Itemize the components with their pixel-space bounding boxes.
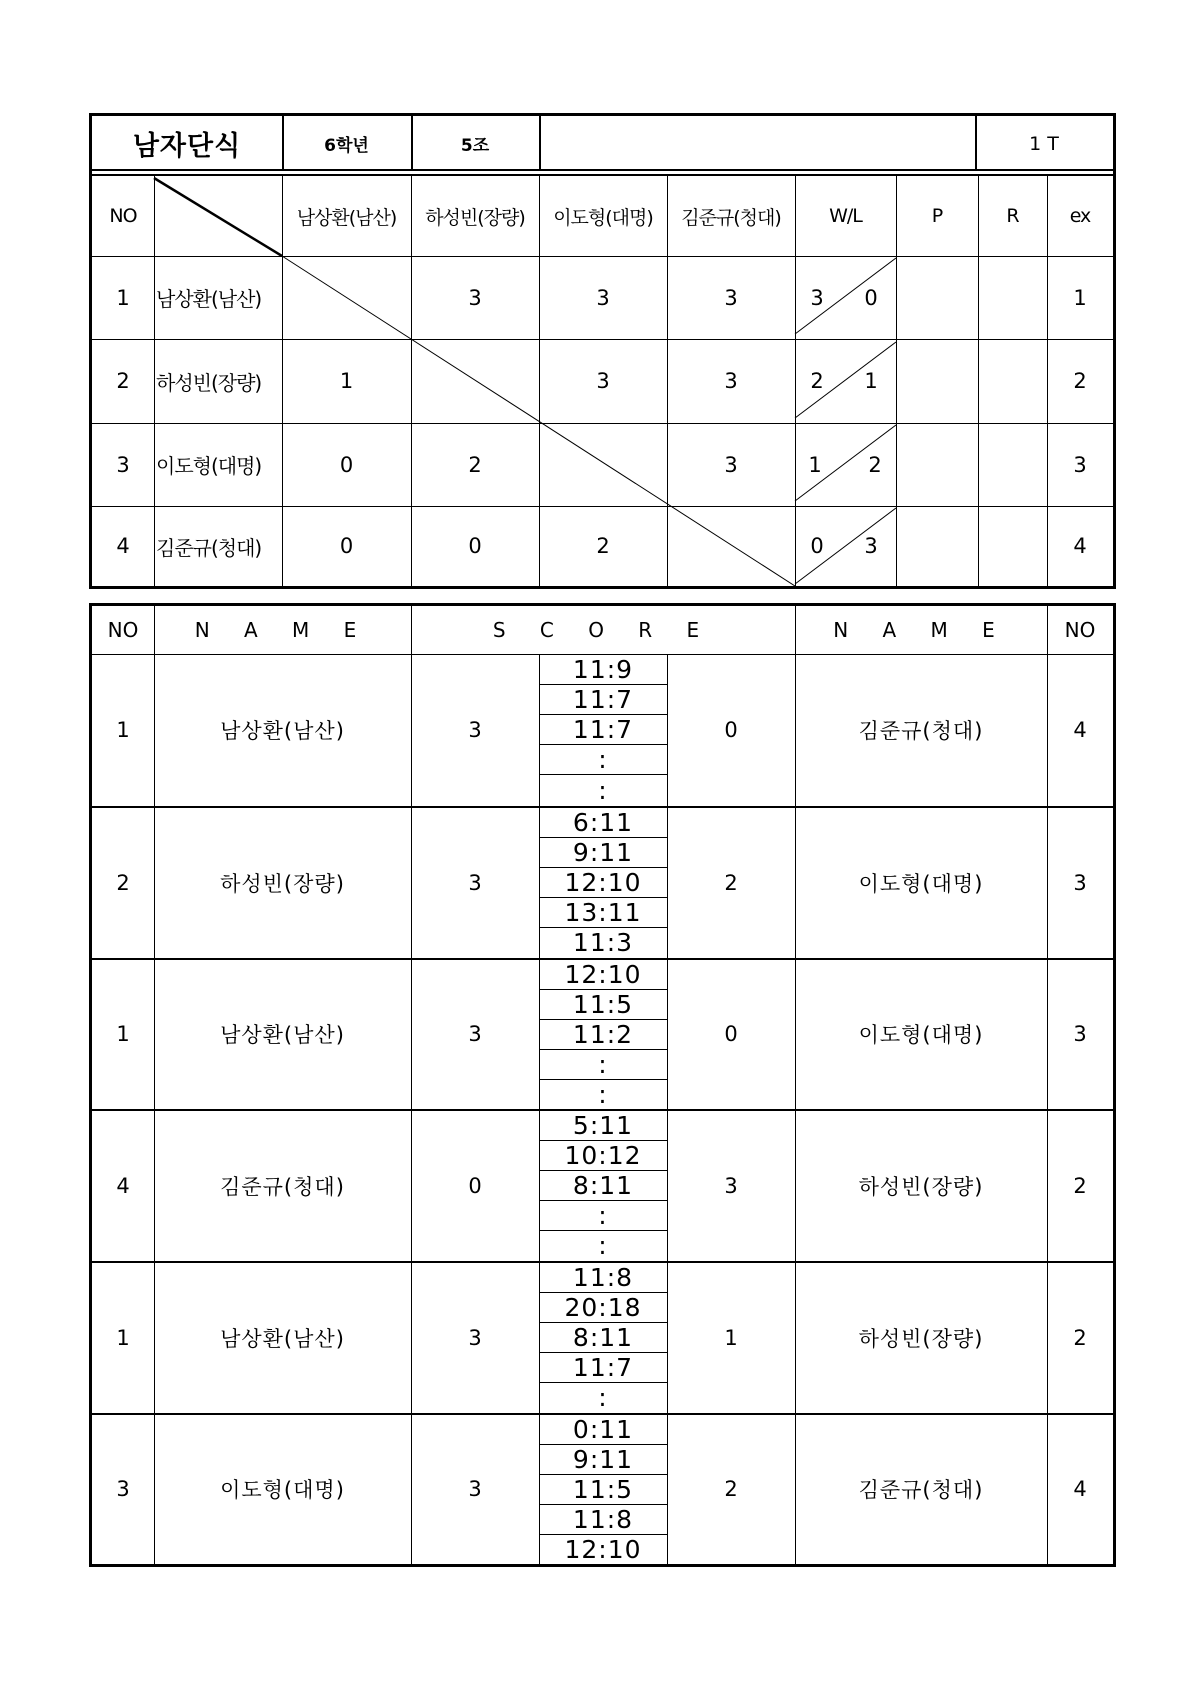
ex-cell: 2	[1073, 369, 1087, 393]
loss-count: 1	[864, 369, 878, 393]
match-name-left: 하성빈(장량)	[220, 871, 345, 896]
match-no-right: 2	[1073, 1325, 1087, 1350]
game-score: :	[598, 775, 608, 805]
divider	[539, 1079, 667, 1080]
divider	[539, 867, 667, 868]
ex-cell: 3	[1073, 452, 1087, 477]
game-score: 11:8	[572, 1262, 634, 1292]
score-cell: 1	[339, 369, 354, 393]
match-name-right: 김준규(청대)	[858, 1478, 984, 1502]
score-cell: 0	[468, 534, 482, 558]
header-no-left: NO	[107, 618, 139, 642]
divider	[539, 774, 667, 775]
game-score: 11:5	[572, 1474, 634, 1504]
row-player-name: 김준규(청대)	[156, 535, 262, 560]
divider	[539, 989, 667, 990]
divider	[539, 1019, 667, 1020]
match-no-left: 2	[116, 870, 130, 895]
game-score: :	[598, 1079, 608, 1109]
win-count: 0	[810, 534, 824, 558]
row-player-name: 하성빈(장량)	[156, 370, 262, 395]
header-no-right: NO	[1064, 618, 1096, 642]
score-cell: 3	[724, 369, 738, 393]
game-score: :	[598, 1200, 608, 1230]
match-no-left: 3	[116, 1477, 130, 1501]
rank-cell	[978, 256, 1047, 339]
divider	[539, 1444, 667, 1445]
divider	[539, 1140, 667, 1141]
match-no-right: 2	[1073, 1173, 1087, 1198]
points-cell	[896, 506, 978, 586]
divider	[539, 1352, 667, 1353]
col-header-player-2: 하성빈(장량)	[425, 206, 525, 229]
win-count: 1	[808, 452, 822, 477]
match-sets-left: 3	[468, 718, 482, 742]
col-header-r: R	[1006, 205, 1019, 227]
match-name-right: 하성빈(장량)	[858, 1174, 984, 1199]
score-cell: 0	[339, 452, 354, 477]
score-cell: 2	[468, 452, 482, 477]
divider	[539, 927, 667, 928]
row-no: 3	[116, 452, 130, 477]
col-header-no: NO	[109, 205, 137, 227]
score-cell: 3	[724, 285, 738, 310]
match-name-right: 이도형(대명)	[858, 1023, 984, 1047]
match-sets-right: 0	[724, 1022, 738, 1046]
header-name-right: N A M E	[833, 618, 1009, 642]
divider	[539, 1049, 667, 1050]
col-header-p: P	[931, 205, 943, 227]
col-header-player-3: 이도형(대명)	[553, 206, 653, 229]
divider	[539, 1322, 667, 1323]
divider	[539, 1292, 667, 1293]
score-cell: 3	[596, 285, 610, 310]
header-name-left: N A M E	[194, 618, 371, 642]
match-sets-left: 3	[468, 1022, 482, 1046]
loss-count: 0	[864, 285, 878, 310]
game-score: 11:3	[572, 928, 634, 957]
match-sets-left: 3	[468, 870, 482, 895]
col-header-ex: ex	[1069, 205, 1091, 227]
match-sets-right: 2	[724, 1477, 738, 1501]
match-name-right: 이도형(대명)	[858, 871, 984, 896]
header-score: S C O R E	[492, 618, 714, 642]
points-cell	[896, 423, 978, 506]
game-score: 8:11	[572, 1170, 634, 1200]
divider	[539, 1504, 667, 1505]
game-score: 11:8	[572, 1504, 634, 1534]
points-cell	[896, 339, 978, 423]
match-no-left: 1	[116, 1325, 130, 1350]
row-player-name: 이도형(대명)	[156, 454, 262, 478]
game-score: 20:18	[564, 1292, 642, 1322]
game-score: :	[598, 1231, 608, 1260]
event-title: 남자단식	[132, 131, 242, 162]
divider	[539, 744, 667, 745]
col-header-player-1: 남상환(남산)	[296, 206, 397, 229]
match-name-left: 남상환(남산)	[220, 1326, 345, 1351]
game-score: :	[598, 1049, 608, 1079]
score-cell: 2	[596, 534, 610, 558]
match-sets-right: 2	[724, 870, 738, 895]
game-score: 11:7	[572, 684, 634, 714]
divider	[539, 897, 667, 898]
match-no-left: 1	[116, 1022, 130, 1046]
match-name-right: 하성빈(장량)	[858, 1326, 984, 1351]
match-no-right: 4	[1073, 718, 1087, 742]
game-score: :	[598, 744, 608, 774]
match-name-left: 이도형(대명)	[220, 1478, 345, 1502]
game-score: 9:11	[572, 837, 634, 867]
divider	[539, 1534, 667, 1535]
divider	[539, 837, 667, 838]
game-score: 11:7	[572, 714, 634, 744]
game-score: 8:11	[572, 1322, 634, 1352]
game-score: 9:11	[572, 1444, 634, 1474]
win-count: 3	[810, 285, 824, 310]
game-score: 10:12	[564, 1140, 642, 1170]
loss-count: 3	[864, 534, 878, 558]
match-sets-left: 0	[468, 1173, 482, 1198]
score-cell: 0	[339, 534, 354, 558]
divider	[539, 1200, 667, 1201]
divider	[539, 714, 667, 715]
grade-label: 6학년	[324, 136, 369, 156]
score-cell	[539, 423, 667, 506]
col-header-player-4: 김준규(청대)	[681, 206, 781, 229]
score-cell	[667, 506, 795, 586]
row-no: 2	[116, 369, 130, 393]
rank-cell	[978, 506, 1047, 586]
group-label: 5조	[460, 136, 490, 156]
loss-count: 2	[868, 452, 882, 477]
points-cell	[896, 256, 978, 339]
match-name-left: 김준규(청대)	[220, 1174, 345, 1199]
divider	[539, 684, 667, 685]
game-score: 5:11	[572, 1110, 634, 1140]
match-sets-right: 1	[724, 1325, 738, 1350]
match-no-left: 1	[116, 718, 130, 742]
game-score: 6:11	[572, 807, 634, 837]
score-cell	[411, 339, 539, 423]
ex-cell: 4	[1073, 534, 1087, 558]
game-score: 11:5	[572, 989, 634, 1019]
row-no: 1	[116, 285, 130, 310]
game-score: :	[598, 1383, 608, 1412]
rank-cell	[978, 339, 1047, 423]
game-score: 12:10	[564, 1534, 642, 1564]
col-header-wl: W/L	[829, 205, 862, 227]
divider	[539, 1382, 667, 1383]
row-no: 4	[116, 534, 130, 558]
game-score: 11:9	[572, 654, 634, 684]
divider	[539, 1474, 667, 1475]
match-sets-right: 0	[724, 718, 738, 742]
match-sets-left: 3	[468, 1477, 482, 1501]
game-score: 11:7	[572, 1352, 634, 1382]
game-score: 12:10	[564, 959, 642, 989]
rank-cell	[978, 423, 1047, 506]
match-no-right: 3	[1073, 870, 1087, 895]
score-cell: 3	[596, 369, 610, 393]
match-no-right: 3	[1073, 1022, 1087, 1046]
game-score: 12:10	[564, 867, 642, 897]
divider	[539, 1230, 667, 1231]
match-name-left: 남상환(남산)	[220, 719, 345, 743]
match-sets-right: 3	[724, 1173, 738, 1198]
match-no-right: 4	[1073, 1477, 1087, 1501]
match-sets-left: 3	[468, 1325, 482, 1350]
match-results-table	[89, 603, 1116, 1567]
match-name-right: 김준규(청대)	[858, 719, 984, 743]
game-score: 0:11	[572, 1414, 634, 1444]
table-number: 1 T	[1029, 132, 1059, 155]
game-score: 11:2	[572, 1019, 634, 1049]
divider	[539, 1170, 667, 1171]
match-no-left: 4	[116, 1173, 130, 1198]
match-name-left: 남상환(남산)	[220, 1023, 345, 1047]
win-count: 2	[810, 369, 824, 393]
score-cell: 3	[468, 285, 482, 310]
score-cell: 3	[724, 452, 738, 477]
game-score: 13:11	[564, 897, 642, 927]
score-cell	[282, 256, 411, 339]
row-player-name: 남상환(남산)	[156, 287, 262, 311]
ex-cell: 1	[1073, 285, 1087, 310]
standings-table	[89, 113, 1116, 589]
